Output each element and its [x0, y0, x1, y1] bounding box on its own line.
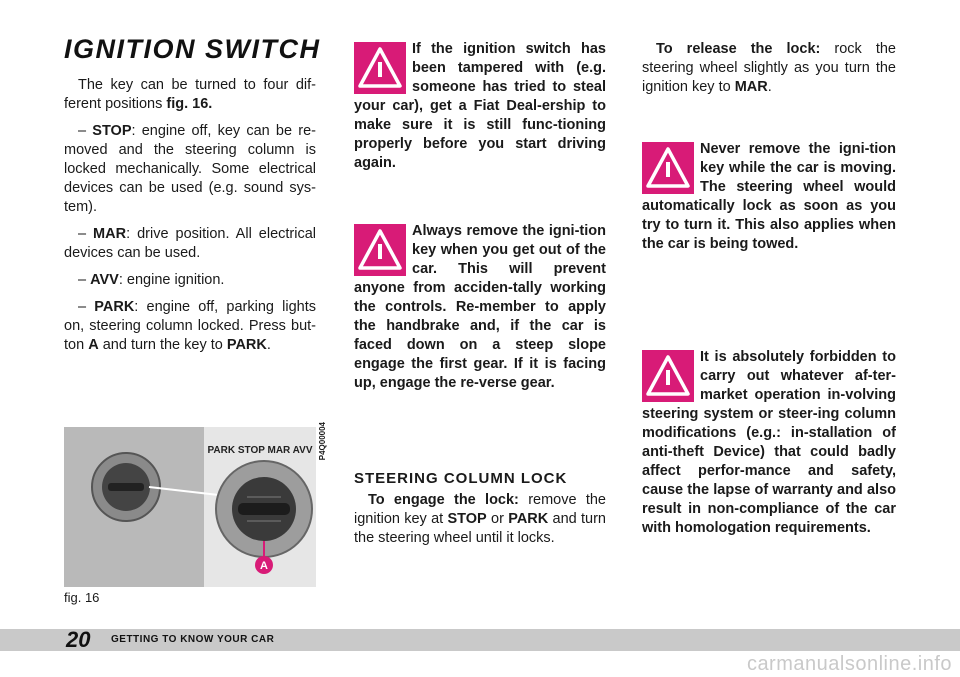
warning-triangle-icon: [354, 224, 406, 276]
position-key: MAR: [734, 79, 768, 95]
punctuation: .: [266, 337, 271, 353]
ignition-figure: [64, 427, 316, 587]
release-paragraph: [642, 40, 896, 97]
position-key: PARK: [226, 337, 267, 353]
position-text: : engine off, key can be re-moved and the steering column is locked mechanically. Some electrical devices can be used (e.g. sound sys-tem).: [64, 123, 316, 215]
position-text: : engine off, parking lights on, steering column locked. Press but-ton: [64, 299, 317, 353]
warning-triangle-icon: [642, 350, 694, 402]
position-key: AVV: [90, 272, 119, 288]
figure-code: P4Q00004: [318, 422, 327, 461]
ignition-switch-illustration: [64, 427, 316, 587]
right-column: [642, 40, 896, 105]
intro-text: The key can be turned to four dif-ferent positions: [64, 77, 316, 112]
section-heading: STEERING COLUMN LOCK: [354, 470, 568, 487]
warning-tampered: [354, 40, 606, 173]
position-park: – PARK: engine off, parking lights on, steering column locked. Press but-ton A and turn the key to PARK.: [64, 299, 317, 353]
left-column: [64, 76, 316, 363]
position-key: PARK: [94, 299, 135, 315]
warning-remove-key: [354, 222, 606, 393]
warning-text: If the ignition switch has been tampered with (e.g. someone has tried to steal your car), get a Fiat Deal-ership to make sure it is still func-tioning properly before you start driving again.: [354, 41, 606, 171]
position-mar: – MAR: drive position. All electrical devices can be used.: [64, 226, 316, 261]
fig-reference: fig. 16.: [166, 96, 213, 112]
engage-text: and turn the steering wheel until it locks.: [354, 511, 607, 546]
figure-caption: fig. 16: [64, 590, 100, 605]
warning-text: Never remove the igni-tion key while the car is moving. The steering wheel would automatically lock as soon as you try to turn it. This also applies when the car is being towed.: [642, 141, 896, 252]
position-key: STOP: [447, 511, 487, 527]
warning-forbidden: [642, 348, 896, 538]
punctuation: .: [767, 79, 772, 95]
engage-paragraph: [354, 491, 606, 548]
engage-text: or: [491, 511, 504, 527]
steering-lock-section: [354, 470, 606, 556]
intro-paragraph: [64, 76, 316, 114]
position-key: PARK: [508, 511, 549, 527]
watermark: carmanualsonline.info: [746, 653, 952, 675]
position-text: and turn the key to: [102, 337, 223, 353]
release-label: To release the lock:: [656, 41, 821, 57]
section-title: GETTING TO KNOW YOUR CAR: [111, 634, 275, 645]
callout-label: A: [260, 560, 268, 572]
dial-labels: PARK STOP MAR AVV: [207, 445, 313, 456]
position-text: : engine ignition.: [118, 272, 225, 288]
position-key: STOP: [92, 123, 132, 139]
warning-moving: [642, 140, 896, 254]
warning-text: Always remove the igni-tion key when you get out of the car. This will prevent anyone from acciden-tally working the controls. Re-member to apply the handbrake and, if the car is faced down on a steep slope engage the first gear. If it is facing up, engage the re-verse gear.: [354, 223, 606, 391]
page-number: 20: [66, 627, 91, 652]
warning-triangle-icon: [642, 142, 694, 194]
position-text: : drive position. All electrical devices can be used.: [64, 226, 316, 261]
position-key: MAR: [93, 226, 127, 242]
position-stop: – STOP: engine off, key can be re-moved and the steering column is locked mechanically. Some electrical devices can be used (e.g. sound sys-tem).: [64, 123, 316, 215]
page-title: IGNITION SWITCH: [64, 34, 321, 64]
button-ref: A: [88, 337, 99, 353]
engage-label: To engage the lock:: [368, 492, 519, 508]
release-text: rock the steering wheel slightly as you turn the ignition key to: [642, 41, 896, 95]
warning-text: It is absolutely forbidden to carry out whatever af-ter-market operation in-volving steering system or steer-ing column modifications (e.g.: in-stallation of anti-theft Device) that could badly affect perfor-mance and safety, cause the lapse of warranty and also result in non-compliance of the car with homologation requirements.: [642, 349, 896, 536]
warning-triangle-icon: [354, 42, 406, 94]
position-avv: – AVV: engine ignition.: [78, 272, 225, 288]
engage-text: remove the ignition key at: [354, 492, 606, 527]
